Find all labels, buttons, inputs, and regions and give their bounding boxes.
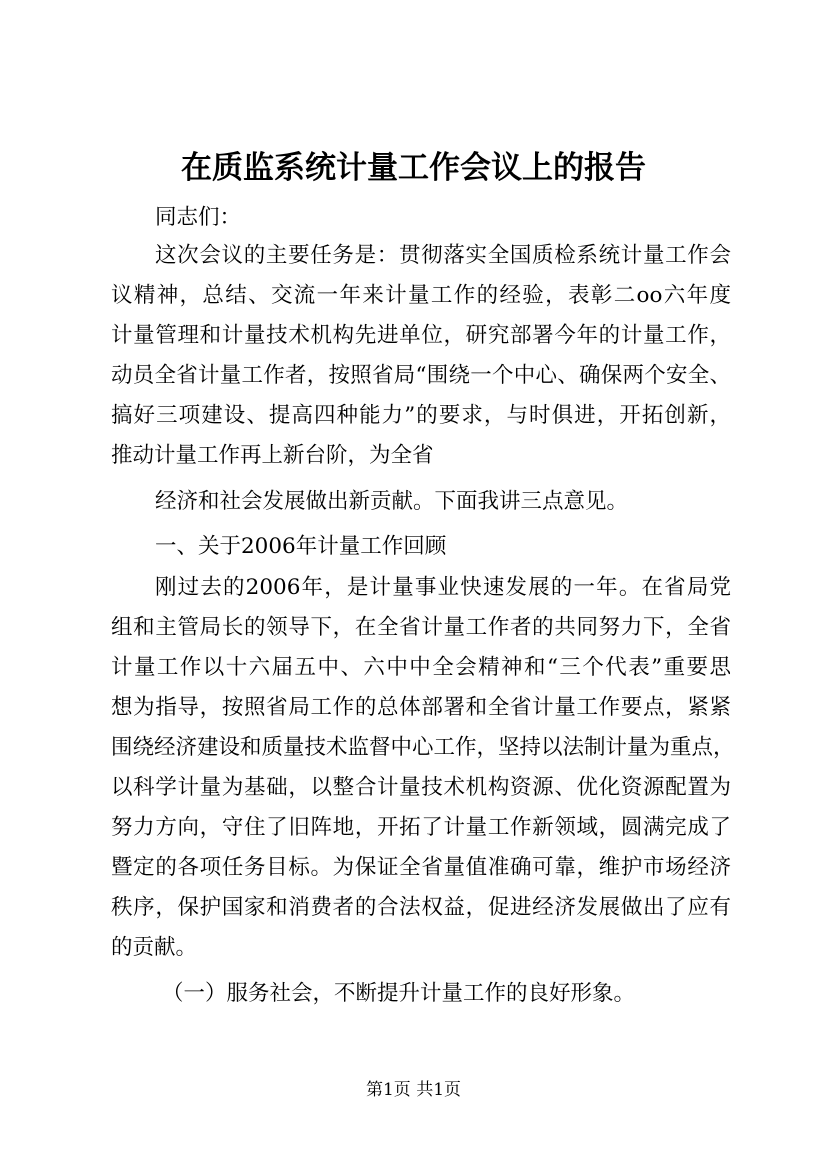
paragraph-2: 经济和社会发展做出新贡献。下面我讲三点意见。 [155,489,629,514]
paragraph-1-line-6: 推动计量工作再上新台阶，为全省 [111,443,434,468]
page-footer: 第1页 共1页 [365,1080,462,1100]
section-1-heading: 一、关于2006年计量工作回顾 [155,534,447,559]
paragraph-1-line-3: 计量管理和计量技术机构先进单位，研究部署今年的计量工作， [111,323,731,348]
paragraph-3-line-8: 暨定的各项任务目标。为保证全省量值准确可靠，维护市场经济 [111,855,731,880]
paragraph-1-line-1: 这次会议的主要任务是：贯彻落实全国质检系统计量工作会 [155,243,731,268]
paragraph-1-line-4: 动员全省计量工作者，按照省局“围绕一个中心、确保两个安全、 [111,363,731,388]
paragraph-3-line-10: 的贡献。 [111,935,198,960]
salutation: 同志们： [155,205,242,230]
paragraph-3-line-6: 以科学计量为基础，以整合计量技术机构资源、优化资源配置为 [111,775,731,800]
paragraph-3-line-5: 围绕经济建设和质量技术监督中心工作，坚持以法制计量为重点， [111,735,735,760]
paragraph-3-line-1: 刚过去的2006年，是计量事业快速发展的一年。在省局党 [155,575,731,600]
paragraph-3-line-4: 想为指导，按照省局工作的总体部署和全省计量工作要点，紧紧 [111,695,731,720]
paragraph-3-line-9: 秩序，保护国家和消费者的合法权益，促进经济发展做出了应有 [111,895,731,920]
paragraph-3-line-3: 计量工作以十六届五中、六中中全会精神和“三个代表”重要思 [111,655,731,680]
paragraph-1-line-5: 搞好三项建设、提高四种能力”的要求，与时俱进，开拓创新， [111,403,731,428]
document-title: 在质监系统计量工作会议上的报告 [181,150,646,186]
paragraph-3-line-2: 组和主管局长的领导下，在全省计量工作者的共同努力下，全省 [111,615,731,640]
paragraph-1-line-2: 议精神，总结、交流一年来计量工作的经验，表彰二oo六年度 [111,283,731,308]
subsection-1-heading: （一）服务社会，不断提升计量工作的良好形象。 [162,981,636,1006]
paragraph-3-line-7: 努力方向，守住了旧阵地，开拓了计量工作新领域，圆满完成了 [111,815,731,840]
